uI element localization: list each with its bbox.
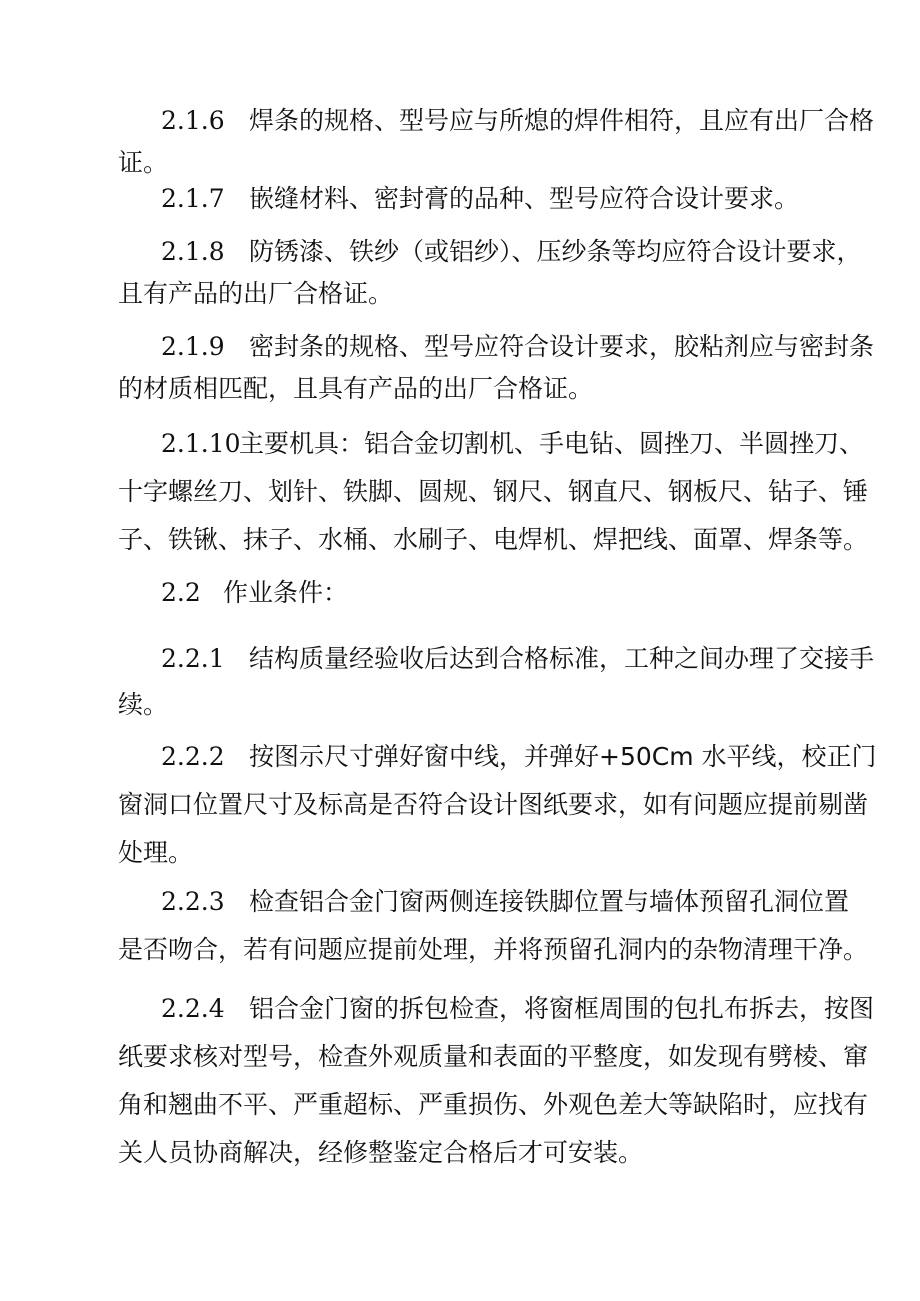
paragraph-2-2-1 bbox=[118, 638, 878, 726]
paragraph-text: 窗洞口位置尺寸及标高是否符合设计图纸要求，如有问题应提前剔凿 bbox=[118, 790, 869, 819]
paragraph-2-2-3 bbox=[118, 881, 878, 971]
paragraph-first-line bbox=[118, 326, 878, 368]
paragraph-text: 子、铁锹、抹子、水桶、水刷子、电焊机、焊把线、面罩、焊条等。 bbox=[118, 525, 869, 554]
paragraph-2-2-4 bbox=[118, 988, 878, 1174]
paragraph-first-line bbox=[118, 881, 878, 923]
paragraph-text: 纸要求核对型号，检查外观质量和表面的平整度，如发现有劈棱、窜 bbox=[118, 1042, 869, 1071]
section-number: 2.2.4 bbox=[161, 994, 225, 1023]
paragraph-text: 结构质量经验收后达到合格标准，工种之间办理了交接手 bbox=[249, 644, 875, 673]
paragraph-text: 角和翘曲不平、严重超标、严重损伤、外观色差大等缺陷时，应找有 bbox=[118, 1090, 869, 1119]
paragraph-2-2-2 bbox=[118, 736, 878, 874]
paragraph-text: 作业条件： bbox=[223, 578, 349, 607]
section-number: 2.2 bbox=[161, 578, 201, 607]
section-number: 2.1.6 bbox=[161, 106, 225, 135]
paragraph-first-line bbox=[118, 423, 878, 465]
paragraph-text: 防锈漆、铁纱（或铝纱）、压纱条等均应符合设计要求， bbox=[249, 237, 862, 266]
paragraph-2-1-10 bbox=[118, 423, 878, 561]
paragraph-first-line bbox=[118, 231, 878, 273]
paragraph-text: 主要机具：铝合金切割机、手电钻、圆挫刀、半圆挫刀、 bbox=[239, 429, 865, 458]
section-number: 2.2.1 bbox=[161, 644, 225, 673]
paragraph-2-1-9 bbox=[118, 326, 878, 410]
paragraph-text: 证。 bbox=[118, 148, 169, 177]
paragraph-first-line bbox=[118, 988, 878, 1030]
paragraph-text: 关人员协商解决，经修整鉴定合格后才可安装。 bbox=[118, 1138, 644, 1167]
paragraph-text: 嵌缝材料、密封膏的品种、型号应符合设计要求。 bbox=[249, 184, 800, 213]
section-number: 2.2.3 bbox=[161, 887, 225, 916]
paragraph-first-line bbox=[118, 736, 878, 778]
paragraph-text: 十字螺丝刀、划针、铁脚、圆规、钢尺、钢直尺、钢板尺、钻子、锤 bbox=[118, 477, 869, 506]
paragraph-text: 铝合金门窗的拆包检查，将窗框周围的包扎布拆去，按图 bbox=[249, 994, 875, 1023]
paragraph-text: 是否吻合，若有问题应提前处理，并将预留孔洞内的杂物清理干净。 bbox=[118, 935, 869, 964]
paragraph-2-1-6 bbox=[118, 100, 878, 184]
section-number: 2.1.7 bbox=[161, 184, 225, 213]
paragraph-text: 按图示尺寸弹好窗中线，并弹好+50Cm 水平线，校正门 bbox=[249, 742, 877, 771]
paragraph-text: 且有产品的出厂合格证。 bbox=[118, 279, 394, 308]
paragraph-text: 处理。 bbox=[118, 838, 194, 867]
paragraph-2-2 bbox=[118, 572, 878, 614]
paragraph-first-line bbox=[118, 638, 878, 680]
paragraph-text: 密封条的规格、型号应符合设计要求，胶粘剂应与密封条 bbox=[249, 332, 875, 361]
section-number: 2.1.8 bbox=[161, 237, 225, 266]
paragraph-first-line bbox=[118, 572, 878, 614]
paragraph-text: 续。 bbox=[118, 690, 169, 719]
paragraph-first-line bbox=[118, 100, 878, 142]
paragraph-text: 检查铝合金门窗两侧连接铁脚位置与墙体预留孔洞位置 bbox=[249, 887, 850, 916]
paragraph-text: 的材质相匹配，且具有产品的出厂合格证。 bbox=[118, 374, 594, 403]
paragraph-first-line bbox=[118, 178, 878, 220]
paragraph-text: 焊条的规格、型号应与所熄的焊件相符，且应有出厂合格 bbox=[249, 106, 875, 135]
paragraph-2-1-7 bbox=[118, 178, 878, 220]
section-number: 2.1.9 bbox=[161, 332, 225, 361]
paragraph-2-1-8 bbox=[118, 231, 878, 315]
section-number: 2.1.10 bbox=[161, 429, 241, 458]
section-number: 2.2.2 bbox=[161, 742, 225, 771]
